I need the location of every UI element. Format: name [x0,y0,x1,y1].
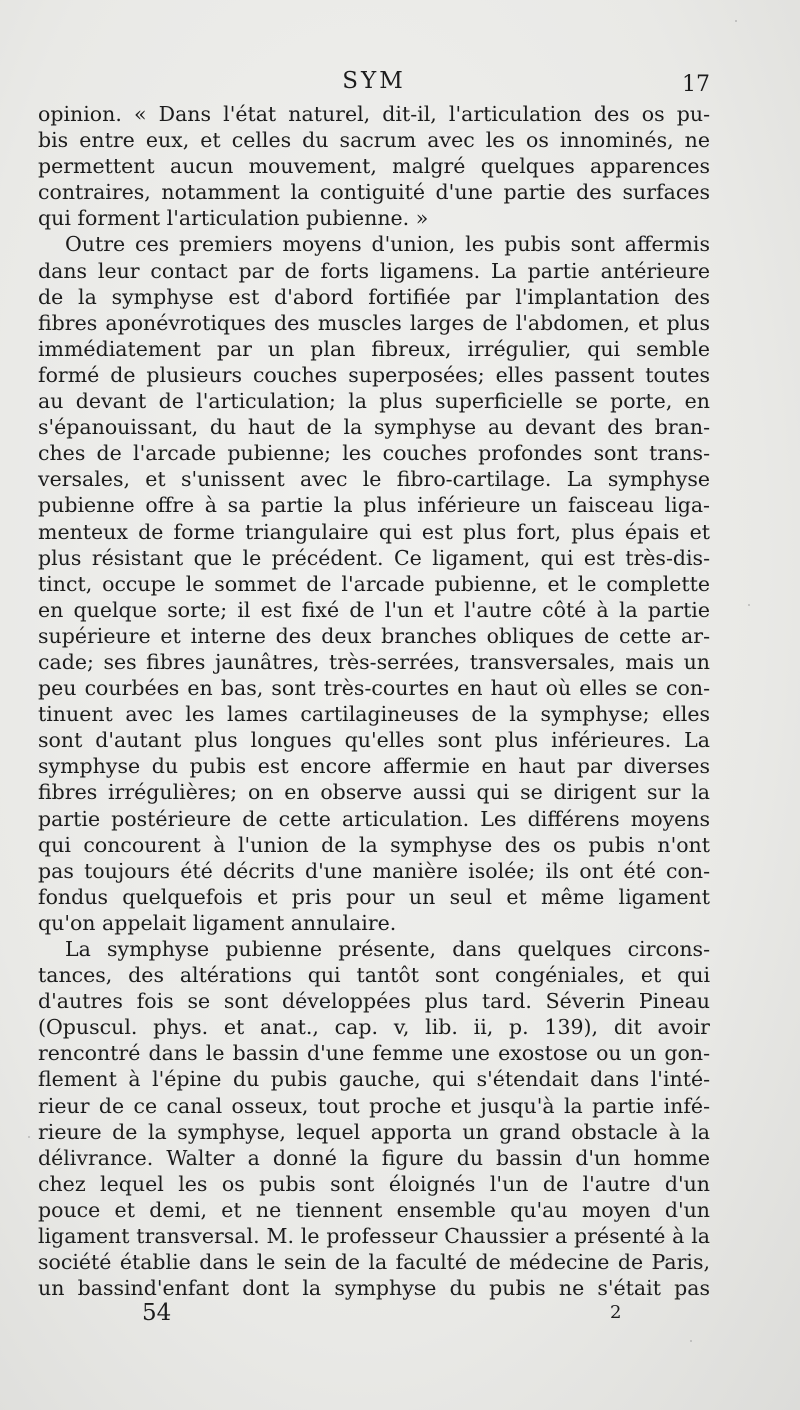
text-line: un bassind'enfant dont la symphyse du pubis ne s'était pas [38,1276,710,1301]
text-line: fibres aponévrotiques des muscles larges de l'abdomen, et plus [38,310,710,335]
text-line: qui forment l'articulation pubienne. » [38,206,429,231]
text-line: partie postérieure de cette articulation. Les différens moyens [38,806,710,831]
paper-speck [735,20,737,22]
text-line: d'autres fois se sont développées plus tard. Séverin Pineau [38,989,710,1014]
text-line: permettent aucun mouvement, malgré quelques apparences [38,154,710,179]
text-line: La symphyse pubienne présente, dans quelques circons- [65,937,710,961]
text-line: sont d'autant plus longues qu'elles sont plus inférieures. La [38,728,710,753]
paper-speck [748,604,750,606]
signature-mark: 2 [610,1302,622,1323]
text-line: (Opuscul. phys. et anat., cap. v, lib. ii, p. 139), dit avoir [38,1015,710,1040]
text-line: dans leur contact par de forts ligamens. La partie antérieure [38,258,710,283]
text-line: rieure de la symphyse, lequel apporta un grand obstacle à la [38,1119,710,1144]
text-line: société établie dans le sein de la faculté de médecine de Paris, [38,1250,710,1275]
running-title: SYM [342,68,406,94]
text-line: rencontré dans le bassin d'une femme une exostose ou un gon- [38,1041,710,1066]
text-line: opinion. « Dans l'état naturel, dit-il, l'articulation des os pu- [38,102,710,126]
text-line: qu'on appelait ligament annulaire. [38,910,397,935]
text-line: chez lequel les os pubis sont éloignés l'un de l'autre d'un [38,1171,710,1196]
text-line: pouce et demi, et ne tiennent ensemble qu'au moyen d'un [38,1197,710,1222]
text-line: ligament transversal. M. le professeur Chaussier a présenté à la [38,1224,710,1249]
text-line: formé de plusieurs couches superposées; elles passent toutes [38,362,710,387]
running-head [38,66,710,98]
text-line: menteux de forme triangulaire qui est plus fort, plus épais et [38,519,710,544]
text-line: tinuent avec les lames cartilagineuses de la symphyse; elles [38,702,710,727]
text-line: plus résistant que le précédent. Ce ligament, qui est très-dis- [38,545,710,570]
text-line: supérieure et interne des deux branches obliques de cette ar- [38,623,710,648]
printer-signature-number: 54 [142,1300,172,1326]
text-line: flement à l'épine du pubis gauche, qui s'étendait dans l'inté- [38,1067,710,1092]
text-line: versales, et s'unissent avec le fibro-cartilage. La symphyse [38,467,710,492]
text-line: ches de l'arcade pubienne; les couches profondes sont trans- [38,441,710,466]
page-number: 17 [682,72,710,97]
paper-speck [690,1340,692,1342]
text-line: fibres irrégulières; on en observe aussi qui se dirigent sur la [38,780,710,805]
text-line: cade; ses fibres jaunâtres, très-serrées, transversales, mais un [38,649,710,674]
text-line: de la symphyse est d'abord fortifiée par l'implantation des [38,284,710,309]
text-line: qui concourent à l'union de la symphyse des os pubis n'ont [38,832,710,857]
text-line: peu courbées en bas, sont très-courtes en haut où elles se con- [38,676,710,701]
text-line: rieur de ce canal osseux, tout proche et jusqu'à la partie infé- [38,1093,710,1118]
text-line: en quelque sorte; il est fixé de l'un et l'autre côté à la partie [38,597,710,622]
text-line: bis entre eux, et celles du sacrum avec les os innominés, ne [38,128,710,153]
text-line: pubienne offre à sa partie la plus inférieure un faisceau liga- [38,493,710,518]
text-line: tances, des altérations qui tantôt sont congéniales, et qui [38,963,710,988]
text-line: s'épanouissant, du haut de la symphyse au devant des bran- [38,415,710,440]
text-line: tinct, occupe le sommet de l'arcade pubienne, et le complette [38,571,710,596]
text-line: symphyse du pubis est encore affermie en haut par diverses [38,754,710,779]
text-line: délivrance. Walter a donné la figure du bassin d'un homme [38,1145,710,1170]
body-text [38,101,710,1301]
text-line: fondus quelquefois et pris pour un seul et même ligament [38,884,710,909]
text-line: Outre ces premiers moyens d'union, les pubis sont affermis [65,232,710,257]
paper-speck [28,1136,30,1138]
text-line: pas toujours été décrits d'une manière isolée; ils ont été con- [38,858,710,883]
text-line: au devant de l'articulation; la plus superficielle se porte, en [38,389,710,414]
text-line: immédiatement par un plan fibreux, irrégulier, qui semble [38,336,710,361]
page-footer [38,1296,710,1328]
text-line: contraires, notamment la contiguité d'une partie des surfaces [38,180,710,205]
